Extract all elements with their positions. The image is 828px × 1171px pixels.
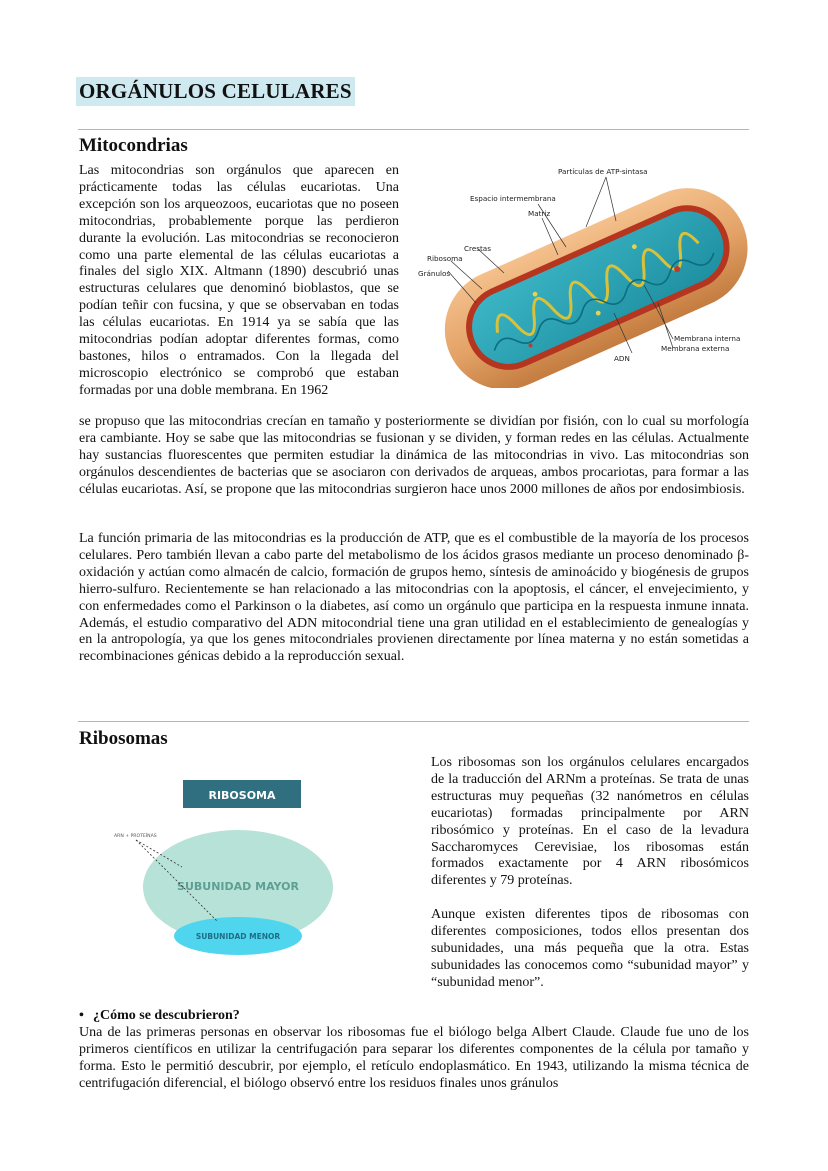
paragraph-ribosomas-intro: Los ribosomas son los orgánulos celulares encargados de la traducción del ARNm a proteínas. Se trata de unas estructuras muy pequeñas (32 nanómetros en células eucariotas) formadas principalmente por ARN ribosómico y proteínas. En el caso de la levadura Saccharomyces Cerevisiae, los ribosomas están formados exactamente por 4 ARN ribosómicos diferentes y 79 proteínas. <box>431 755 749 889</box>
label-membrana-externa: Membrana externa <box>661 344 730 353</box>
label-matriz: Matriz <box>528 209 551 218</box>
label-subunidad-menor: SUBUNIDAD MENOR <box>195 932 281 941</box>
section-divider <box>78 129 749 130</box>
bullet-heading-text: ¿Cómo se descubrieron? <box>93 1008 240 1023</box>
label-arn-proteinas: ARN + PROTEÍNAS <box>114 834 157 839</box>
label-granulos: Gránulos <box>418 269 451 278</box>
label-atp-sintasa: Partículas de ATP-sintasa <box>558 167 648 176</box>
label-subunidad-mayor: SUBUNIDAD MAYOR <box>177 880 299 893</box>
bullet-heading-descubrimiento <box>79 1007 240 1024</box>
label-crestas: Crestas <box>464 244 491 253</box>
document-title: ORGÁNULOS CELULARES <box>76 77 355 106</box>
ribosome-diagram <box>108 770 348 970</box>
mitochondrion-diagram <box>418 163 753 388</box>
ribosome-title: RIBOSOMA <box>208 789 276 802</box>
label-espacio-intermembrana: Espacio intermembrana <box>470 194 556 203</box>
paragraph-mitocondrias-continued: se propuso que las mitocondrias crecían en tamaño y posteriormente se dividían por fisión, con lo cual su morfología era cambiante. Hoy se sabe que las mitocondrias se fusionan y se dividen, y forman redes en las células. Actualmente hay sustancias fluorescentes que permiten estudiar la dinámica de las mitocondrias in vivo. Las mitocondrias son orgánulos descendientes de bacterias que se asociaron con derivados de arqueas, ambos procariotas, para formar a las células eucariotas. Así, se propone que las mitocondrias surgieron hace unos 2000 millones de años por endosimbiosis. <box>79 414 749 497</box>
paragraph-descubrimiento: Una de las primeras personas en observar los ribosomas fue el biólogo belga Albert Claude. Claude fue uno de los primeros científicos en utilizar la centrifugación para separar los diferentes componentes de la célula por tamaño y forma. Esto le permitió descubrir, por ejemplo, el retículo endoplasmático. En 1943, utilizando la misma técnica de centrifugación diferencial, el biólogo observó entre los residuos finales unos gránulos <box>79 1025 749 1091</box>
section-divider <box>78 721 749 722</box>
label-membrana-interna: Membrana interna <box>674 334 741 343</box>
label-ribosoma: Ribosoma <box>427 254 463 263</box>
section-heading-mitocondrias: Mitocondrias <box>79 135 188 156</box>
label-adn: ADN <box>614 354 630 363</box>
paragraph-ribosomas-subunidades: Aunque existen diferentes tipos de ribosomas con diferentes composiciones, todos ellos presentan dos subunidades, una más pequeña que la otra. Estas subunidades las conocemos como “subunidad mayor” y “subunidad menor”. <box>431 907 749 990</box>
paragraph-mitocondrias-funcion: La función primaria de las mitocondrias es la producción de ATP, que es el combustible de la mayoría de los procesos celulares. Pero también llevan a cabo parte del metabolismo de los ácidos grasos mediante un proceso denominado β-oxidación y actúan como almacén de calcio, formación de grupos hemo, síntesis de aminoácido y biogénesis de grupos hierro-sulfuro. Recientemente se han relacionado a las mitocondrias con la apoptosis, el cáncer, el envejecimiento, y con enfermedades como el Parkinson o la diabetes, así como un orgánulo que participa en la respuesta inmune innata. Además, el estudio comparativo del ADN mitocondrial tiene una gran utilidad en el establecimiento de genealogías y en la antropología, ya que los genes mitocondriales provienen directamente por línea materna y no están sometidas a recombinaciones génicas debido a la reproducción sexual. <box>79 531 749 665</box>
section-heading-ribosomas: Ribosomas <box>79 728 168 749</box>
bullet-marker: • <box>79 1008 84 1023</box>
paragraph-mitocondrias-intro: Las mitocondrias son orgánulos que aparecen en prácticamente todas las células eucariotas. Una excepción son los arqueozoos, eucariotas que no poseen mitocondrias, probablemente porque las perdieron durante la evolución. Las mitocondrias se reconocieron como una parte elemental de las células eucariotas a finales del siglo XIX. Altmann (1890) descubrió unas estructuras celulares que denominó bioblastos, que se podían teñir con fucsina, y que se observaban en todas las células eucariotas. En 1914 ya se sabía que las mitocondrias podían adoptar diferentes formas, como bastones, hilos o entramados. Con la llegada del microscopio electrónico se comprobó que estaban formadas por una doble membrana. En 1962 <box>79 163 399 398</box>
